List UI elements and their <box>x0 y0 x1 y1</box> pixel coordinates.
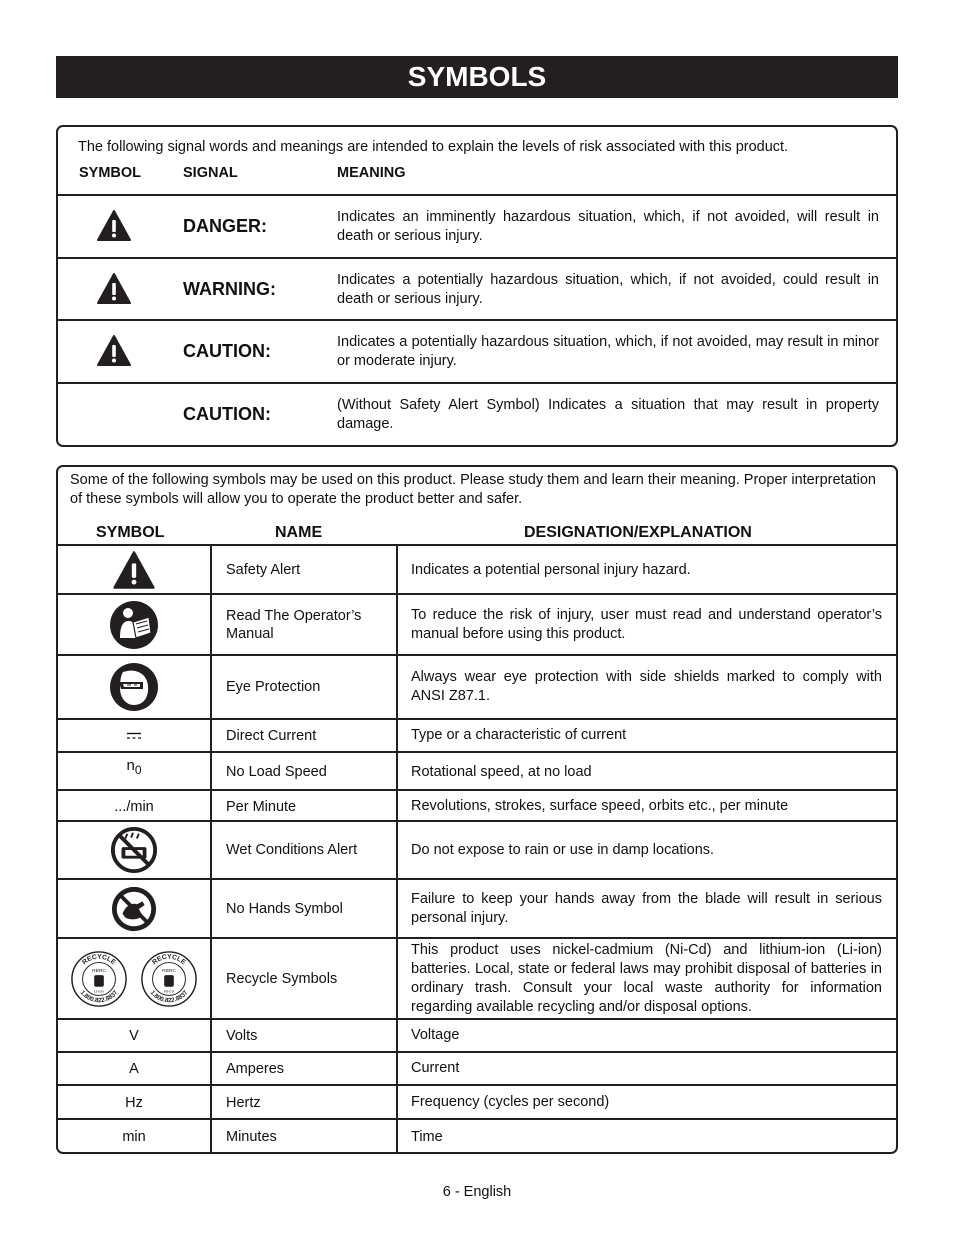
symbol-explanation: Always wear eye protection with side shields marked to comply with ANSI Z87.1. <box>396 656 896 718</box>
svg-text:RBRC: RBRC <box>92 969 106 975</box>
table-row <box>58 820 896 878</box>
symbol-name: Eye Protection <box>210 656 396 718</box>
warning-triangle-icon <box>96 334 132 367</box>
table-row <box>58 1118 896 1154</box>
symbol-explanation: Revolutions, strokes, surface speed, orbits etc., per minute <box>396 791 896 822</box>
table-row <box>58 789 896 822</box>
volts-symbol: V <box>129 1027 139 1044</box>
symbol-explanation: Indicates a potential personal injury hazard. <box>396 546 896 594</box>
symbol-name: No Load Speed <box>210 753 396 791</box>
symbol-name: Minutes <box>210 1120 396 1154</box>
table-row <box>58 593 896 655</box>
signal-word: CAUTION: <box>183 341 271 361</box>
warning-triangle-icon <box>96 272 132 305</box>
per-minute-symbol: .../min <box>114 798 154 815</box>
signal-row-warning <box>58 257 896 319</box>
symbols-box <box>56 465 898 1154</box>
table-row <box>58 718 896 751</box>
header-symbol: SYMBOL <box>79 165 142 181</box>
signal-intro: The following signal words and meanings are intended to explain the levels of risk associated with this product. <box>78 139 789 155</box>
signal-row-caution-property <box>58 382 896 447</box>
svg-text:RBRC: RBRC <box>162 969 176 975</box>
symbol-explanation: Rotational speed, at no load <box>396 753 896 791</box>
wet-conditions-icon <box>110 826 158 874</box>
symbol-name: Amperes <box>210 1053 396 1084</box>
symbol-explanation: Failure to keep your hands away from the blade will result in serious personal injury. <box>396 880 896 938</box>
warning-triangle-icon <box>96 209 132 242</box>
eye-protection-icon <box>109 662 159 712</box>
no-hands-icon <box>110 885 158 933</box>
symbol-name: Hertz <box>210 1086 396 1119</box>
symbol-name: Volts <box>210 1020 396 1051</box>
header-signal: SIGNAL <box>183 165 238 181</box>
symbol-name: Per Minute <box>210 791 396 822</box>
header-symbol: SYMBOL <box>96 524 165 541</box>
recycle-nicd-seal-icon <box>140 950 198 1008</box>
signal-row-danger <box>58 194 896 257</box>
symbol-name: No Hands Symbol <box>210 880 396 938</box>
symbol-explanation: To reduce the risk of injury, user must read and understand operator’s manual before using this product. <box>396 595 896 655</box>
svg-text:RECYCLE: RECYCLE <box>81 953 117 967</box>
page-footer: 6 - English <box>442 1184 512 1200</box>
signal-word: DANGER: <box>183 216 267 236</box>
page-title: SYMBOLS <box>56 56 898 98</box>
table-row <box>58 654 896 718</box>
symbol-name: Recycle Symbols <box>210 939 396 1019</box>
table-row <box>58 544 896 594</box>
symbol-explanation: This product uses nickel-cadmium (Ni-Cd) and lithium-ion (Li-ion) batteries. Local, state or federal laws may prohibit disposal of batteries in ordinary trash. Consult your local waste authority for information regarding available recycling and/or disposal options. <box>396 939 896 1019</box>
signal-word: CAUTION: <box>183 404 271 424</box>
symbol-explanation: Voltage <box>396 1020 896 1051</box>
svg-text:Ni-Cd: Ni-Cd <box>164 989 174 994</box>
header-designation: DESIGNATION/EXPLANATION <box>524 524 752 541</box>
symbol-name: Direct Current <box>210 720 396 751</box>
safety-alert-icon <box>112 550 156 590</box>
amperes-symbol: A <box>129 1060 139 1077</box>
recycle-seals-icon <box>58 939 210 1019</box>
signal-meaning: Indicates a potentially hazardous situation, which, if not avoided, could result in death or serious injury. <box>337 272 879 307</box>
signal-word: WARNING: <box>183 279 276 299</box>
table-row <box>58 751 896 791</box>
svg-text:Li-ion: Li-ion <box>94 989 104 994</box>
signal-words-box <box>56 125 898 447</box>
symbol-name: Safety Alert <box>210 546 396 594</box>
header-meaning: MEANING <box>337 165 406 181</box>
svg-text:1.800.822.8837: 1.800.822.8837 <box>78 989 120 1005</box>
signal-meaning: (Without Safety Alert Symbol) Indicates a situation that may result in property damage. <box>337 397 879 432</box>
symbols-intro: Some of the following symbols may be used on this product. Please study them and learn their meaning. Proper interpretation of these symbols will allow you to operate the product better and safer. <box>70 472 876 507</box>
direct-current-icon <box>126 732 142 740</box>
symbol-explanation: Frequency (cycles per second) <box>396 1086 896 1119</box>
header-name: NAME <box>275 524 323 541</box>
signal-meaning: Indicates an imminently hazardous situation, which, if not avoided, will result in death or serious injury. <box>337 209 879 244</box>
no-load-speed-symbol: $n_0$ <box>126 757 142 777</box>
table-row <box>58 937 896 1019</box>
table-row <box>58 878 896 938</box>
symbol-explanation: Type or a characteristic of current <box>396 720 896 751</box>
recycle-liion-seal-icon <box>70 950 128 1008</box>
svg-text:RECYCLE: RECYCLE <box>151 953 187 967</box>
read-manual-icon <box>109 600 159 650</box>
table-row <box>58 1018 896 1051</box>
symbol-explanation: Time <box>396 1120 896 1154</box>
signal-meaning: Indicates a potentially hazardous situation, which, if not avoided, may result in minor or moderate injury. <box>337 334 879 369</box>
table-row <box>58 1084 896 1119</box>
symbol-name: Read The Operator’s Manual <box>210 595 396 655</box>
hertz-symbol: Hz <box>125 1094 143 1111</box>
signal-row-caution <box>58 319 896 382</box>
minutes-symbol: min <box>122 1129 146 1145</box>
symbol-explanation: Current <box>396 1053 896 1084</box>
symbol-explanation: Do not expose to rain or use in damp locations. <box>396 822 896 878</box>
symbol-name: Wet Conditions Alert <box>210 822 396 878</box>
table-row <box>58 1051 896 1084</box>
svg-text:1.800.822.8837: 1.800.822.8837 <box>148 989 190 1005</box>
